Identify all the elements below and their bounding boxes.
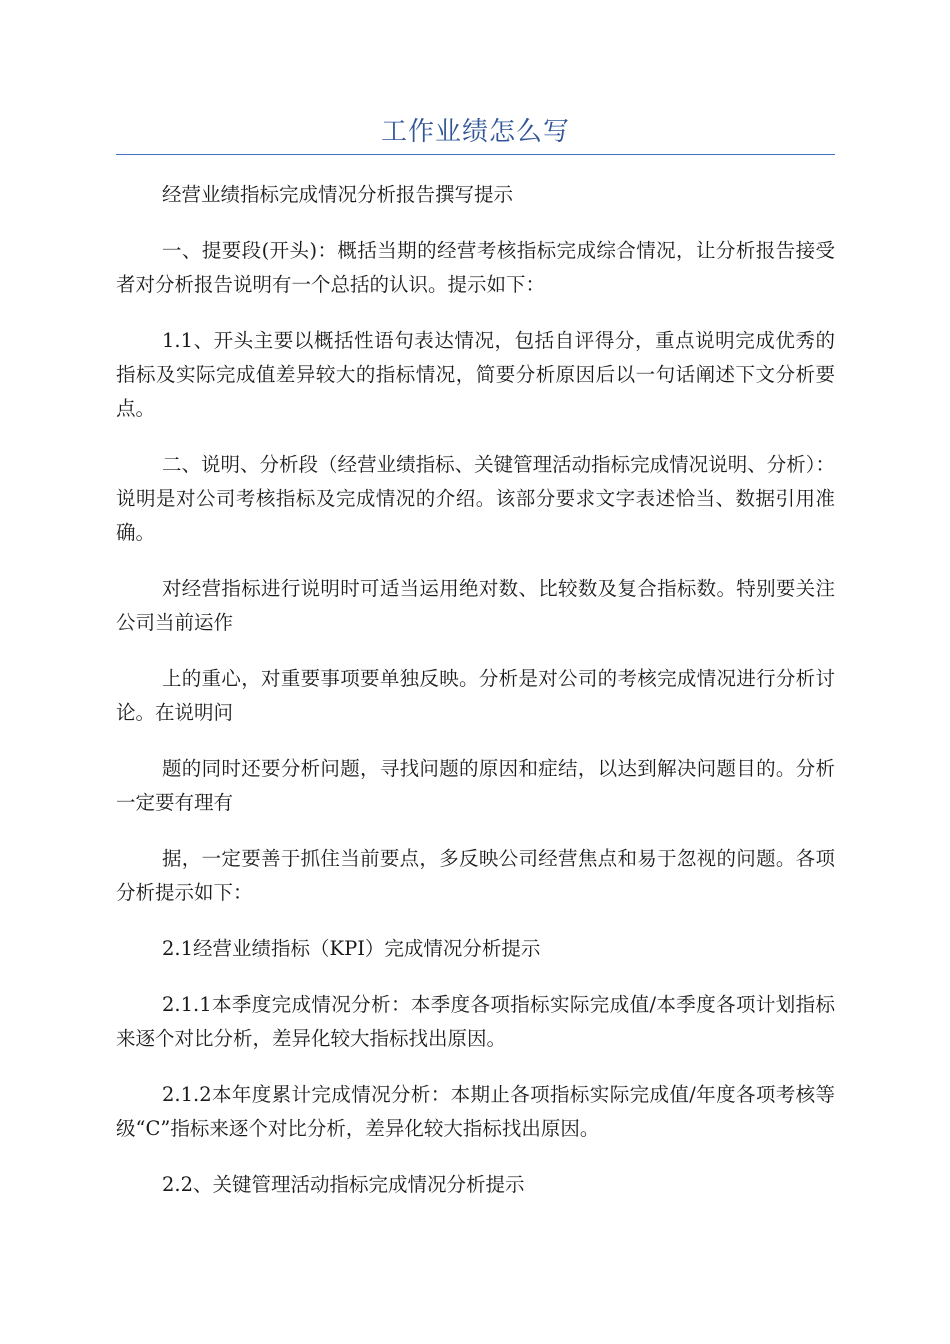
paragraph-problem-analysis: 题的同时还要分析问题，寻找问题的原因和症结，以达到解决问题目的。分析一定要有理有 — [116, 757, 835, 814]
title-underline — [116, 154, 835, 155]
document-title: 工作业绩怎么写 — [380, 117, 570, 147]
paragraph-summary-section: 一、提要段(开头)：概括当期的经营考核指标完成综合情况，让分析报告接受者对分析报告说明有一个总括的认识。提示如下： — [116, 239, 835, 296]
paragraph-operating-indicators: 对经营指标进行说明时可适当运用绝对数、比较数及复合指标数。特别要关注公司当前运作 — [116, 577, 835, 634]
document-body — [116, 178, 835, 1224]
paragraph-1-1: 1.1、开头主要以概括性语句表达情况，包括自评得分，重点说明完成优秀的指标及实际完成值差异较大的指标情况，简要分析原因后以一句话阐述下文分析要点。 — [116, 329, 835, 420]
paragraph-2-1: 2.1经营业绩指标（KPI）完成情况分析提示 — [162, 937, 541, 960]
paragraph-2-2: 2.2、关键管理活动指标完成情况分析提示 — [162, 1173, 525, 1196]
paragraph-key-points: 据，一定要善于抓住当前要点，多反映公司经营焦点和易于忽视的问题。各项分析提示如下： — [116, 847, 835, 904]
paragraph-focus: 上的重心，对重要事项要单独反映。分析是对公司的考核完成情况进行分析讨论。在说明问 — [116, 667, 835, 724]
paragraph-report-heading: 经营业绩指标完成情况分析报告撰写提示 — [162, 183, 514, 206]
paragraph-analysis-section: 二、说明、分析段（经营业绩指标、关键管理活动指标完成情况说明、分析）：说明是对公司考核指标及完成情况的介绍。该部分要求文字表述恰当、数据引用准确。 — [116, 453, 835, 544]
paragraph-2-1-1: 2.1.1本季度完成情况分析：本季度各项指标实际完成值/本季度各项计划指标来逐个对比分析，差异化较大指标找出原因。 — [116, 993, 835, 1050]
paragraph-2-1-2: 2.1.2本年度累计完成情况分析：本期止各项指标实际完成值/年度各项考核等级“C”指标来逐个对比分析，差异化较大指标找出原因。 — [116, 1083, 835, 1140]
